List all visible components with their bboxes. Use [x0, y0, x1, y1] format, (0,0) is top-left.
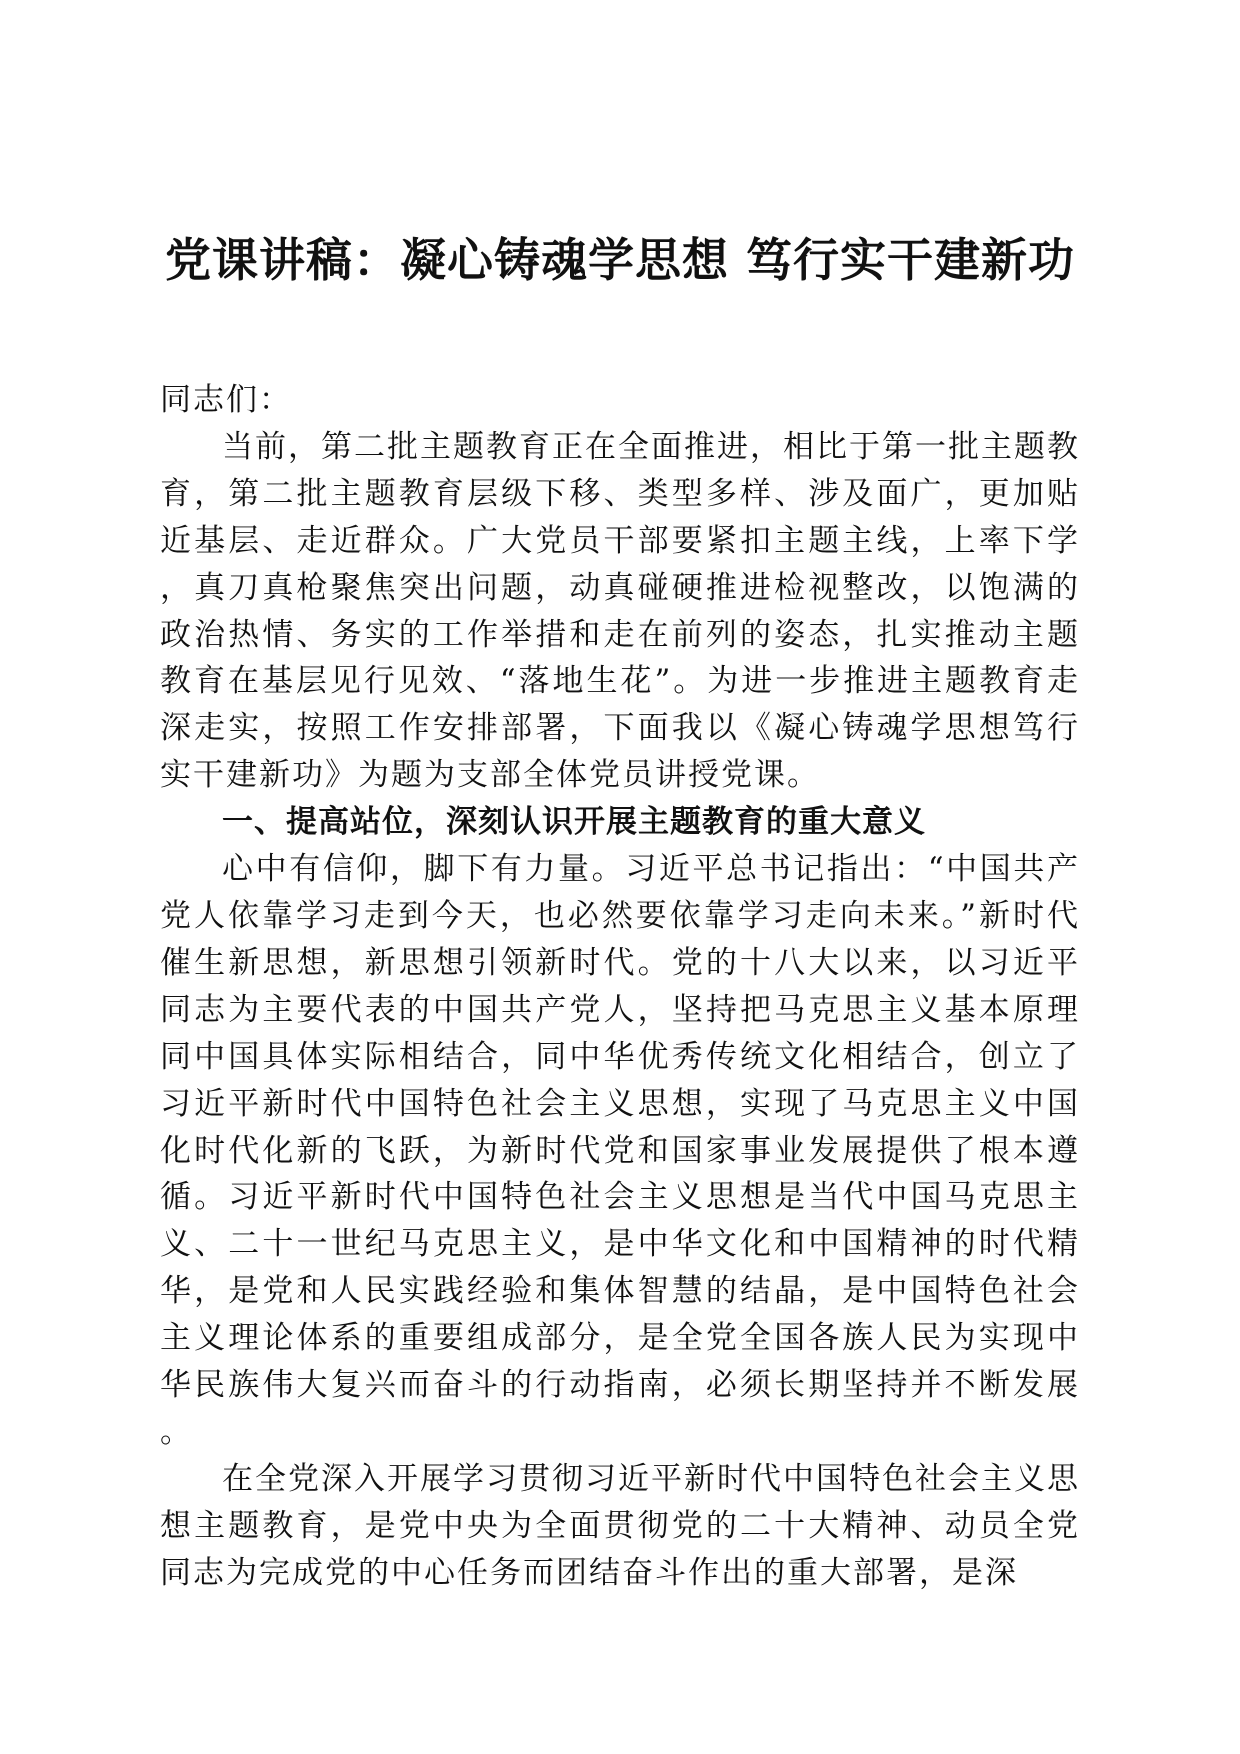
document-title: 党课讲稿：凝心铸魂学思想 笃行实干建新功	[164, 233, 1075, 287]
section-heading-1: 一、提高站位，深刻认识开展主题教育的重大意义	[222, 804, 926, 841]
paragraph-intro: 当前，第二批主题教育正在全面推进，相比于第一批主题教育，第二批主题教育层级下移、类型多样、涉及面广，更加贴近基层、走近群众。广大党员干部要紧扣主题主线，上率下学，真刀真枪聚焦突出问题，动真碰硬推进检视整改，以饱满的政治热情、务实的工作举措和走在前列的姿态，扎实推动主题教育在基层见行见效、“落地生花”。为进一步推进主题教育走深走实，按照工作安排部署，下面我以《凝心铸魂学思想笃行实干建新功》为题为支部全体党员讲授党课。	[160, 428, 1080, 794]
document-body	[160, 377, 1080, 1597]
paragraph-section-1: 心中有信仰，脚下有力量。习近平总书记指出：“中国共产党人依靠学习走到今天，也必然要依靠学习走向未来。”新时代催生新思想，新思想引领新时代。党的十八大以来，以习近平同志为主要代表的中国共产党人，坚持把马克思主义基本原理同中国具体实际相结合，同中华优秀传统文化相结合，创立了习近平新时代中国特色社会主义思想，实现了马克思主义中国化时代化新的飞跃，为新时代党和国家事业发展提供了根本遵循。习近平新时代中国特色社会主义思想是当代中国马克思主义、二十一世纪马克思主义，是中华文化和中国精神的时代精华，是党和人民实践经验和集体智慧的结晶，是中国特色社会主义理论体系的重要组成部分，是全党全国各族人民为实现中华民族伟大复兴而奋斗的行动指南，必须长期坚持并不断发展。	[160, 851, 1080, 1450]
paragraph-section-1-continued: 在全党深入开展学习贯彻习近平新时代中国特色社会主义思想主题教育，是党中央为全面贯彻党的二十大精神、动员全党同志为完成党的中心任务而团结奋斗作出的重大部署，是深	[160, 1460, 1080, 1591]
salutation: 同志们：	[160, 382, 292, 418]
